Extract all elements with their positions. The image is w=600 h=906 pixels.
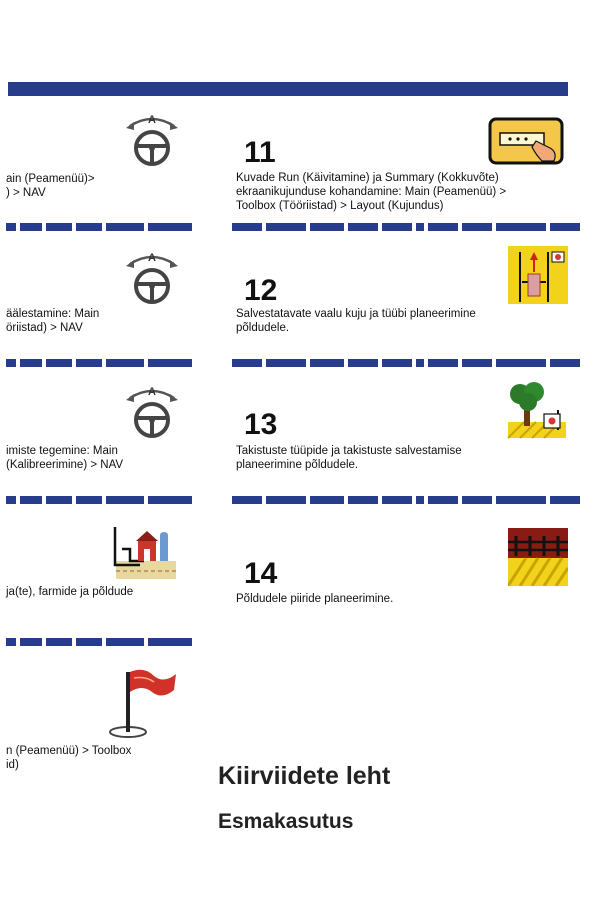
document-title: Kiirviidete leht bbox=[218, 762, 391, 790]
steering-wheel-a-icon bbox=[124, 110, 180, 168]
item-13-line1: Takistuste tüüpide ja takistuste salvestamise bbox=[236, 445, 462, 457]
left-row1-line2: ) > NAV bbox=[6, 187, 46, 199]
boundary-fence-icon bbox=[508, 528, 568, 586]
divider bbox=[6, 223, 192, 231]
swath-planning-icon bbox=[508, 246, 568, 304]
item-number-14: 14 bbox=[244, 557, 278, 590]
item-14-line1: Põldudele piiride planeerimine. bbox=[236, 593, 394, 605]
divider bbox=[6, 638, 192, 646]
left-row5-line2: id) bbox=[6, 759, 19, 771]
svg-text:A: A bbox=[148, 386, 156, 398]
layout-display-hand-icon bbox=[488, 117, 566, 167]
document-subtitle: Esmakasutus bbox=[218, 810, 354, 833]
divider bbox=[6, 359, 192, 367]
header-bar bbox=[8, 82, 568, 96]
item-13-line2: planeerimine põldudele. bbox=[236, 459, 359, 471]
item-11-line1: Kuvade Run (Käivitamine) ja Summary (Kokkuvõte) bbox=[236, 172, 499, 184]
farm-barn-icon bbox=[112, 525, 178, 581]
divider bbox=[6, 496, 192, 504]
obstacle-tree-flag-icon bbox=[506, 380, 568, 440]
svg-text:A: A bbox=[148, 252, 156, 264]
left-row2-line1: äälestamine: Main bbox=[6, 308, 100, 320]
item-number-12: 12 bbox=[244, 274, 278, 307]
item-12-line1: Salvestatavate vaalu kuju ja tüübi planeerimine bbox=[236, 308, 476, 320]
left-row4-line1: ja(te), farmide ja põldude bbox=[6, 586, 134, 598]
item-11-line3: Toolbox (Tööriistad) > Layout (Kujundus) bbox=[236, 200, 444, 212]
divider bbox=[232, 496, 580, 504]
field-flag-icon bbox=[104, 666, 178, 740]
item-number-13: 13 bbox=[244, 408, 278, 441]
divider bbox=[232, 223, 580, 231]
left-row3-line1: imiste tegemine: Main bbox=[6, 445, 118, 457]
steering-wheel-a-icon bbox=[124, 382, 180, 440]
steering-wheel-a-icon bbox=[124, 248, 180, 306]
left-row1-line1: ain (Peamenüü)> bbox=[6, 173, 95, 185]
item-12-line2: põldudele. bbox=[236, 322, 290, 334]
left-row3-line2: (Kalibreerimine) > NAV bbox=[6, 459, 124, 471]
left-row2-line2: öriistad) > NAV bbox=[6, 322, 83, 334]
svg-text:A: A bbox=[148, 114, 156, 126]
item-11-line2: ekraanikujunduse kohandamine: Main (Peamenüü) > bbox=[236, 186, 507, 198]
left-row5-line1: n (Peamenüü) > Toolbox bbox=[6, 745, 132, 757]
divider bbox=[232, 359, 580, 367]
item-number-11: 11 bbox=[244, 136, 276, 169]
